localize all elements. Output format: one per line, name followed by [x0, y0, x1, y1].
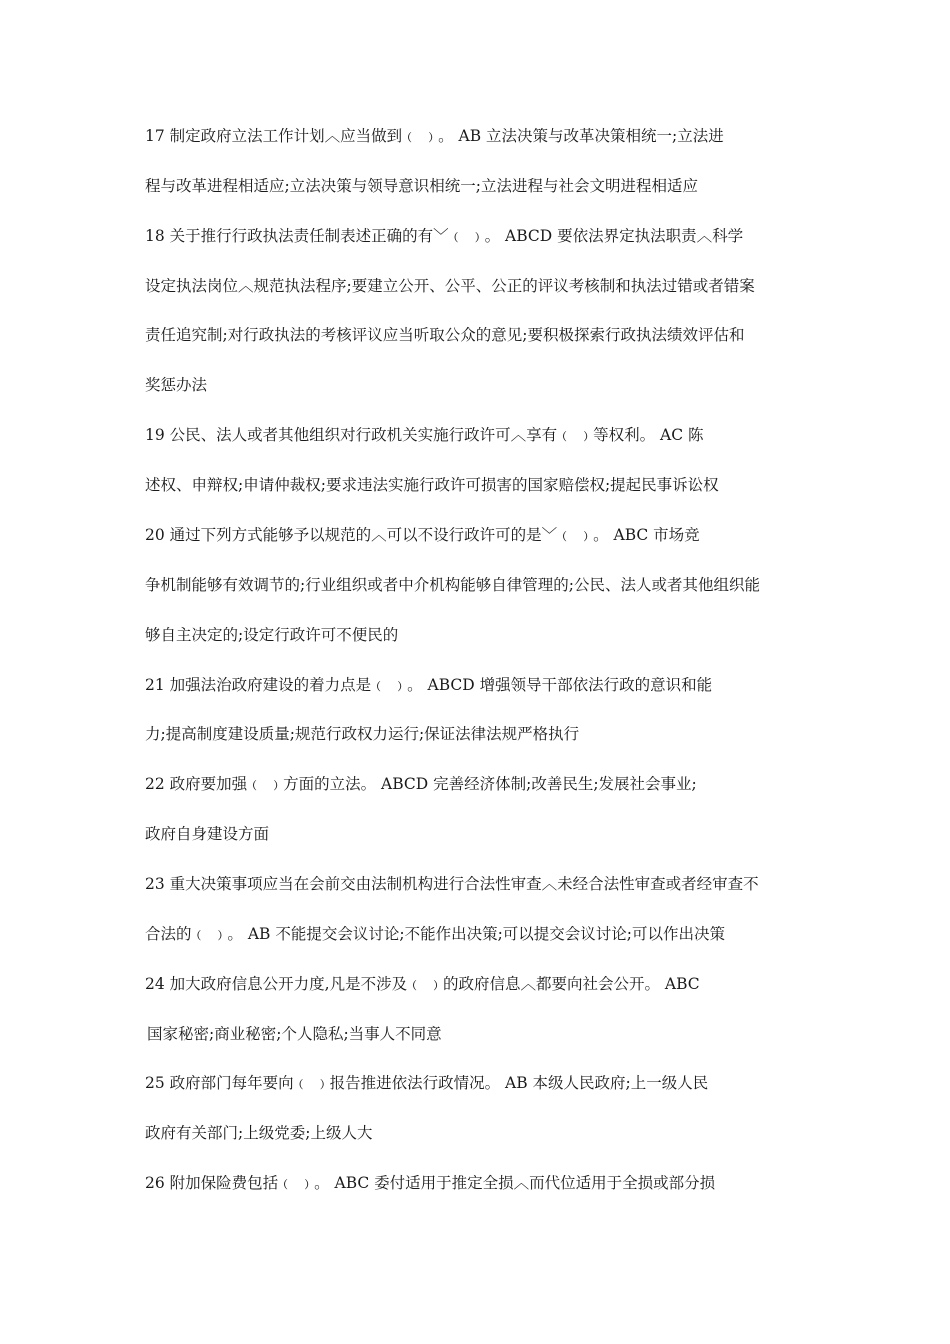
question-17-line-2: 程与改革进程相适应;立法决策与领导意识相统一;立法进程与社会文明进程相适应 [145, 177, 698, 195]
question-23-line-2: 合法的﹙ ﹚。 AB 不能提交会议讨论;不能作出决策;可以提交会议讨论;可以作出决策 [145, 925, 726, 943]
question-22-line-1: 22 政府要加强﹙ ﹚方面的立法。 ABCD 完善经济体制;改善民生;发展社会事业; [145, 775, 697, 793]
question-18-line-2: 设定执法岗位︿规范执法程序;要建立公开、公平、公正的评议考核制和执法过错或者错案 [145, 277, 755, 295]
question-17-line-1: 17 制定政府立法工作计划︿应当做到﹙ ﹚。 AB 立法决策与改革决策相统一;立法进 [145, 127, 724, 145]
question-18-line-3: 责任追究制;对行政执法的考核评议应当听取公众的意见;要积极探索行政执法绩效评估和 [145, 326, 745, 344]
question-24-line-2: 国家秘密;商业秘密;个人隐私;当事人不同意 [147, 1025, 442, 1043]
question-20-line-2: 争机制能够有效调节的;行业组织或者中介机构能够自律管理的;公民、法人或者其他组织能 [145, 576, 760, 594]
question-25-line-2: 政府有关部门;上级党委;上级人大 [145, 1124, 373, 1142]
question-18-line-1: 18 关于推行行政执法责任制表述正确的有﹀﹙ ﹚。 ABCD 要依法界定执法职责︿科学 [145, 227, 744, 245]
question-22-line-2: 政府自身建设方面 [145, 825, 270, 843]
question-21-line-2: 力;提高制度建设质量;规范行政权力运行;保证法律法规严格执行 [145, 725, 580, 743]
question-19-line-2: 述权、申辩权;申请仲裁权;要求违法实施行政许可损害的国家赔偿权;提起民事诉讼权 [145, 476, 719, 494]
question-23-line-1: 23 重大决策事项应当在会前交由法制机构进行合法性审查︿未经合法性审查或者经审查不 [145, 875, 759, 893]
question-21-line-1: 21 加强法治政府建设的着力点是﹙ ﹚。 ABCD 增强领导干部依法行政的意识和能 [145, 676, 713, 694]
question-18-line-4: 奖惩办法 [145, 376, 208, 394]
question-25-line-1: 25 政府部门每年要向﹙ ﹚报告推进依法行政情况。 AB 本级人民政府;上一级人民 [145, 1074, 709, 1092]
question-20-line-3: 够自主决定的;设定行政许可不便民的 [145, 626, 399, 644]
question-20-line-1: 20 通过下列方式能够予以规范的︿可以不设行政许可的是﹀﹙ ﹚。 ABC 市场竞 [145, 526, 700, 544]
question-26-line-1: 26 附加保险费包括﹙ ﹚。 ABC 委付适用于推定全损︿而代位适用于全损或部分损 [145, 1174, 716, 1192]
question-19-line-1: 19 公民、法人或者其他组织对行政机关实施行政许可︿享有﹙ ﹚等权利。 AC 陈 [145, 426, 704, 444]
question-24-line-1: 24 加大政府信息公开力度,凡是不涉及﹙ ﹚的政府信息︿都要向社会公开。 ABC [145, 975, 700, 993]
